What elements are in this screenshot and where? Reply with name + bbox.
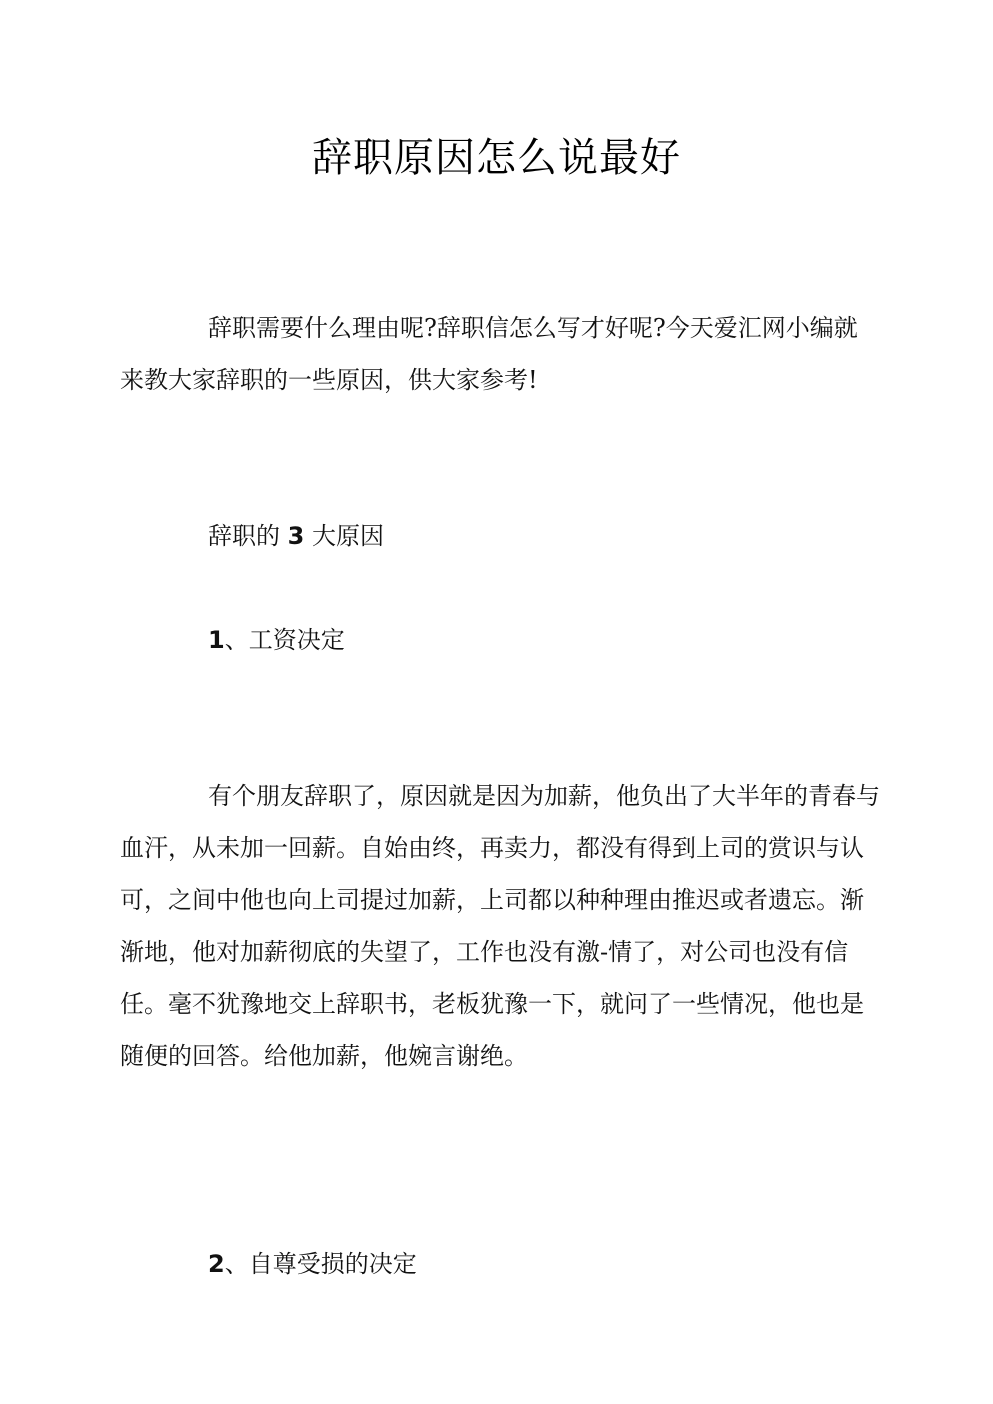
reason-2-label: 、自尊受损的决定	[224, 1250, 417, 1278]
intro-paragraph: 辞职需要什么理由呢?辞职信怎么写才好呢?今天爱汇网小编就来教大家辞职的一些原因，供大家参考!	[120, 314, 858, 394]
document-title: 辞职原因怎么说最好	[312, 135, 681, 181]
section-heading-suffix: 大原因	[304, 522, 384, 550]
reason-1-heading	[208, 614, 345, 666]
section-heading-prefix: 辞职的	[208, 522, 288, 550]
reason-1-paragraph: 有个朋友辞职了，原因就是因为加薪，他负出了大半年的青春与血汗，从未加一回薪。自始由终，再卖力，都没有得到上司的赏识与认可，之间中他也向上司提过加薪，上司都以种种理由推迟或者遗忘。渐渐地，他对加薪彻底的失望了，工作也没有激-情了，对公司也没有信任。毫不犹豫地交上辞职书，老板犹豫一下，就问了一些情况，他也是随便的回答。给他加薪，他婉言谢绝。	[120, 782, 880, 1070]
reason-1-label: 、工资决定	[224, 626, 345, 654]
reason-2-heading	[208, 1238, 417, 1290]
reason-2-number: 2	[208, 1250, 225, 1278]
section-heading	[208, 510, 384, 562]
reason-1-number: 1	[208, 626, 225, 654]
section-heading-number: 3	[287, 522, 305, 550]
